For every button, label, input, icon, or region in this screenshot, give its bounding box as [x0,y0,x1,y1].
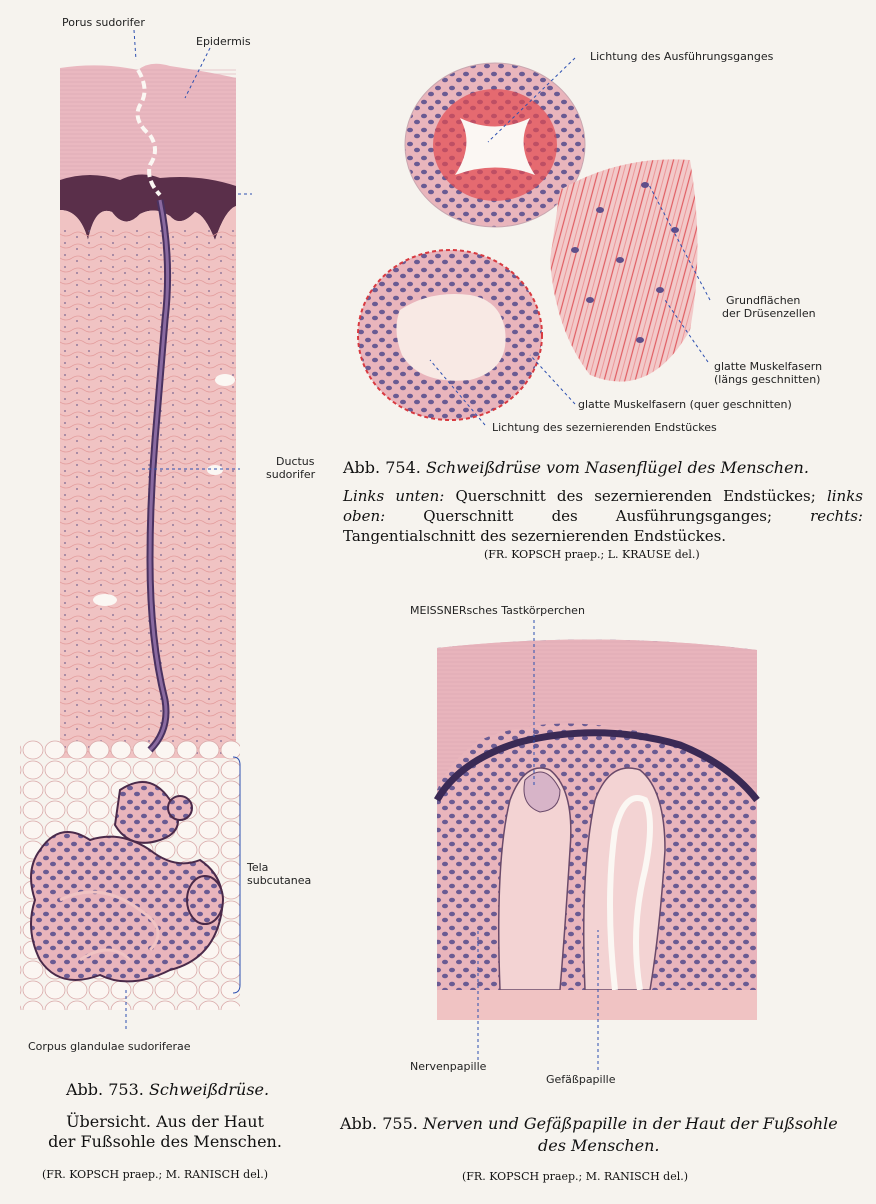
caption-755-line2 [538,1136,660,1155]
label-nervenpapille: Nervenpapille [410,1060,487,1073]
fig753-illustration [20,30,252,1030]
caption-755-credit: (FR. KOPSCH praep.; M. RANISCH del.) [462,1170,689,1183]
caption-754-p2: Querschnitt des Ausführungsganges; [385,507,773,525]
label-ductus-sudorifer [266,455,315,481]
label-lichtung-ausfuehrungsganges: Lichtung des Ausführungsganges [590,50,774,63]
caption-753-line1: Übersicht. Aus der Haut [66,1112,264,1131]
label-tela-line1: Tela [247,861,269,874]
label-laengs-line2: (längs geschnitten) [714,373,821,386]
label-grundflaechen-line2: der Drüsenzellen [722,307,816,320]
label-ductus-line2: sudorifer [266,468,316,481]
caption-753-credit: (FR. KOPSCH praep.; M. RANISCH del.) [42,1168,269,1181]
label-tela-subcutanea [247,861,311,887]
label-lichtung-sezernierenden: Lichtung des sezernierenden Endstückes [492,421,717,434]
caption-755-line2-italic: des Menschen. [538,1136,660,1155]
label-glatte-muskelfasern-quer: glatte Muskelfasern (quer geschnitten) [578,398,792,411]
caption-754-title-italic: Schweißdrüse vom Nasenflügel des Menschen. [425,458,809,477]
label-gefaesspapille: Gefäßpapille [546,1073,616,1086]
label-glatte-muskelfasern-laengs [714,360,822,386]
label-meissner-tastkoerperchen: MEISSNERsches Tastkörperchen [410,604,585,617]
fig755-illustration [437,620,757,1070]
caption-755-title [340,1114,838,1133]
caption-755-number: Abb. 755. [340,1114,418,1133]
caption-753-title-italic: Schweißdrüse. [148,1080,270,1099]
caption-754-credit: (FR. KOPSCH praep.; L. KRAUSE del.) [484,548,700,561]
label-porus-sudorifer: Porus sudorifer [62,16,145,29]
caption-754-p1: Querschnitt des sezernierenden Endstückes; [444,487,816,505]
label-grundflaechen [722,294,816,320]
caption-754-p3: Tangentialschnitt des sezernierenden Endstückes. [343,527,727,545]
caption-754-body [343,486,863,546]
caption-753-line2: der Fußsohle des Menschen. [48,1132,282,1151]
caption-754-number: Abb. 754. [343,458,421,477]
label-corpus-glandulae: Corpus glandulae sudoriferae [28,1040,191,1053]
caption-755-title-italic: Nerven und Gefäßpapille in der Haut der Fußsohle [422,1114,838,1133]
label-laengs-line1: glatte Muskelfasern [714,360,823,373]
caption-754-title [343,458,809,477]
caption-754-p2-italic: links oben: [343,487,863,525]
caption-754-p1-italic: Links unten: [343,487,445,505]
label-tela-line2: subcutanea [247,874,312,887]
fig754-illustration [358,58,710,425]
label-epidermis: Epidermis [196,35,251,48]
caption-753-body [20,1112,310,1152]
caption-753-title [66,1080,269,1099]
caption-754-p3-italic: rechts: [810,507,863,525]
label-grundflaechen-line1: Grundflächen [726,294,801,307]
caption-753-number: Abb. 753. [66,1080,144,1099]
label-ductus-line1: Ductus [276,455,315,468]
